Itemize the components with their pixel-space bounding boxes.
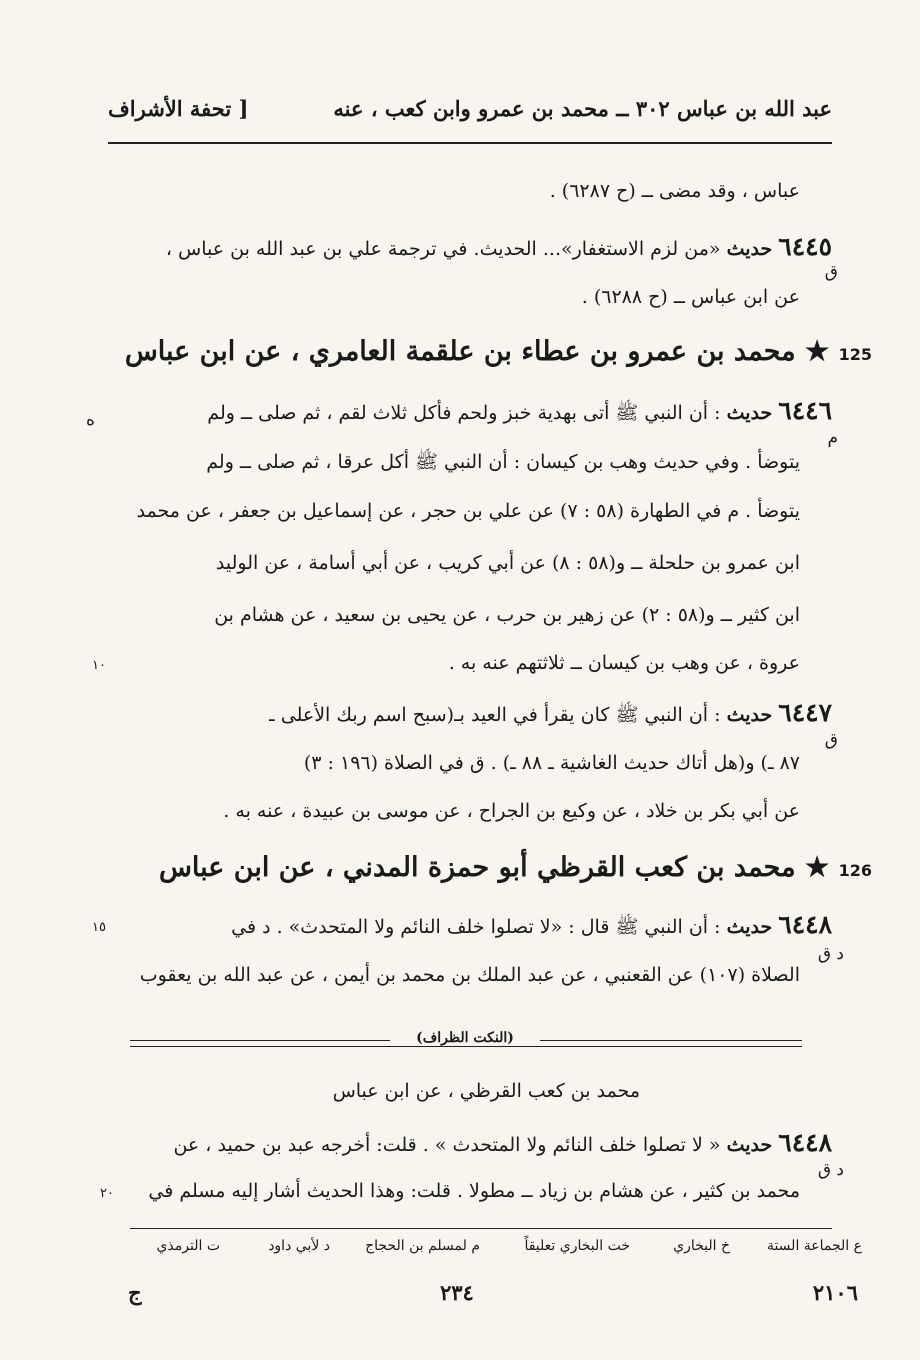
text-line: يتوضأ . وفي حديث وهب بن كيسان : أن النبي ﷺ أكل عرقا ، ثم صلى ــ ولم xyxy=(206,451,800,473)
text-line: عن أبي بكر بن خلاد ، عن وكيع بن الجراح ، عن موسى بن عبيدة ، عنه به . xyxy=(223,800,800,822)
siglum-mark: د ق xyxy=(817,1160,844,1180)
text-line: الصلاة (١٠٧) عن القعنبي ، عن عبد الملك بن محمد بن أيمن ، عن عبد الله بن يعقوب xyxy=(139,964,800,986)
hadith-6446 xyxy=(207,396,832,429)
hadith-text: : أن النبي ﷺ أتى بهدية خبز ولحم فأكل ثلاث لقم ، ثم صلى ــ ولم xyxy=(207,402,721,424)
hadith-number: ٦٤٤٨ xyxy=(778,910,832,939)
hadith-keyword: حديث xyxy=(726,1134,773,1156)
hadith-number: ٦٤٤٥ xyxy=(778,232,832,261)
hadith-6448 xyxy=(231,910,832,943)
section-number: 126 xyxy=(838,861,872,880)
header-rule xyxy=(108,142,832,144)
line-number: ١٠ xyxy=(92,658,106,673)
abbreviation: خ البخاري xyxy=(673,1238,730,1254)
hadith-number: ٦٤٤٨ xyxy=(778,1128,832,1157)
text-line: محمد بن كثير ، عن هشام بن زياد ــ مطولا . قلت: وهذا الحديث أشار إليه مسلم في xyxy=(148,1180,800,1202)
siglum-mark: م xyxy=(827,428,838,448)
text-line: ابن كثير ــ و(٥٨ : ٢) عن زهير بن حرب ، عن يحيى بن سعيد ، عن هشام بن xyxy=(214,604,800,626)
line-number: ٢٠ xyxy=(100,1186,114,1201)
text-line: ٨٧ ـ) و(هل أتاك حديث الغاشية ـ ٨٨ ـ) . ق في الصلاة (١٩٦ : ٣) xyxy=(303,752,800,774)
text-line: عن ابن عباس ــ (ح ٦٢٨٨) . xyxy=(581,286,800,308)
running-head-book: [ تحفة الأشراف xyxy=(108,96,249,121)
section-title: ★ محمد بن عمرو بن عطاء بن علقمة العامري ، عن ابن عباس xyxy=(124,336,830,367)
section-divider xyxy=(130,1046,802,1047)
hadith-number: ٦٤٤٧ xyxy=(778,698,832,727)
hadith-text: : أن النبي ﷺ قال : «لا تصلوا خلف النائم ولا المتحدث» . د في xyxy=(231,916,721,938)
running-head xyxy=(108,92,832,128)
text-line: يتوضأ . م في الطهارة (٥٨ : ٧) عن علي بن حجر ، عن إسماعيل بن جعفر ، عن محمد xyxy=(136,500,800,522)
abbreviation: خت البخاري تعليقاً xyxy=(524,1238,630,1254)
line-number: ١٥ xyxy=(92,920,106,935)
page-number-continuous: ٢١٠٦ xyxy=(812,1280,858,1305)
hadith-6447 xyxy=(269,698,832,731)
abbreviation: ع الجماعة الستة xyxy=(766,1238,862,1254)
section-title: ★ محمد بن كعب القرظي أبو حمزة المدني ، عن ابن عباس xyxy=(158,852,830,883)
running-head-title: عبد الله بن عباس ٣٠٢ ــ محمد بن عمرو وابن كعب ، عنه xyxy=(333,96,832,121)
hadith-text: : أن النبي ﷺ كان يقرأ في العيد بـ(سبح اسم ربك الأعلى ـ xyxy=(269,704,721,726)
hadith-keyword: حديث xyxy=(726,402,773,424)
nukat-subtitle: محمد بن كعب القرظي ، عن ابن عباس xyxy=(332,1080,640,1102)
hadith-text: « لا تصلوا خلف النائم ولا المتحدث » . قلت: أخرجه عبد بن حميد ، عن xyxy=(173,1134,721,1156)
margin-mark: ه xyxy=(86,410,95,430)
abbreviation: م لمسلم بن الحجاج xyxy=(365,1238,480,1254)
hadith-keyword: حديث xyxy=(726,704,773,726)
nukat-hadith-6448 xyxy=(173,1128,832,1157)
abbreviation: د لأبي داود xyxy=(268,1238,330,1254)
siglum-mark: ق xyxy=(824,262,838,282)
hadith-text: «من لزم الاستغفار»... الحديث. في ترجمة علي بن عبد الله بن عباس ، xyxy=(165,238,721,260)
abbreviation: ت الترمذي xyxy=(156,1238,220,1254)
section-number: 125 xyxy=(838,345,872,364)
footer-rule xyxy=(130,1228,832,1229)
page-volume: ج xyxy=(128,1280,142,1305)
hadith-keyword: حديث xyxy=(726,916,773,938)
text-line: ابن عمرو بن حلحلة ــ و(٥٨ : ٨) عن أبي كريب ، عن أبي أسامة ، عن الوليد xyxy=(215,552,800,574)
siglum-mark: د ق xyxy=(817,944,844,964)
siglum-mark: ق xyxy=(824,730,838,750)
hadith-number: ٦٤٤٦ xyxy=(778,396,832,425)
text-line: عروة ، عن وهب بن كيسان ــ ثلاثتهم عنه به . xyxy=(448,652,800,674)
section-heading-125 xyxy=(125,336,872,367)
text-line: عباس ، وقد مضى ــ (ح ٦٢٨٧) . xyxy=(549,180,800,202)
page-number: ٢٣٤ xyxy=(440,1280,474,1305)
hadith-6445 xyxy=(166,232,832,261)
section-heading-126 xyxy=(159,852,872,883)
hadith-keyword: حديث xyxy=(726,238,773,260)
nukat-label: (النكت الظراف) xyxy=(390,1030,540,1046)
